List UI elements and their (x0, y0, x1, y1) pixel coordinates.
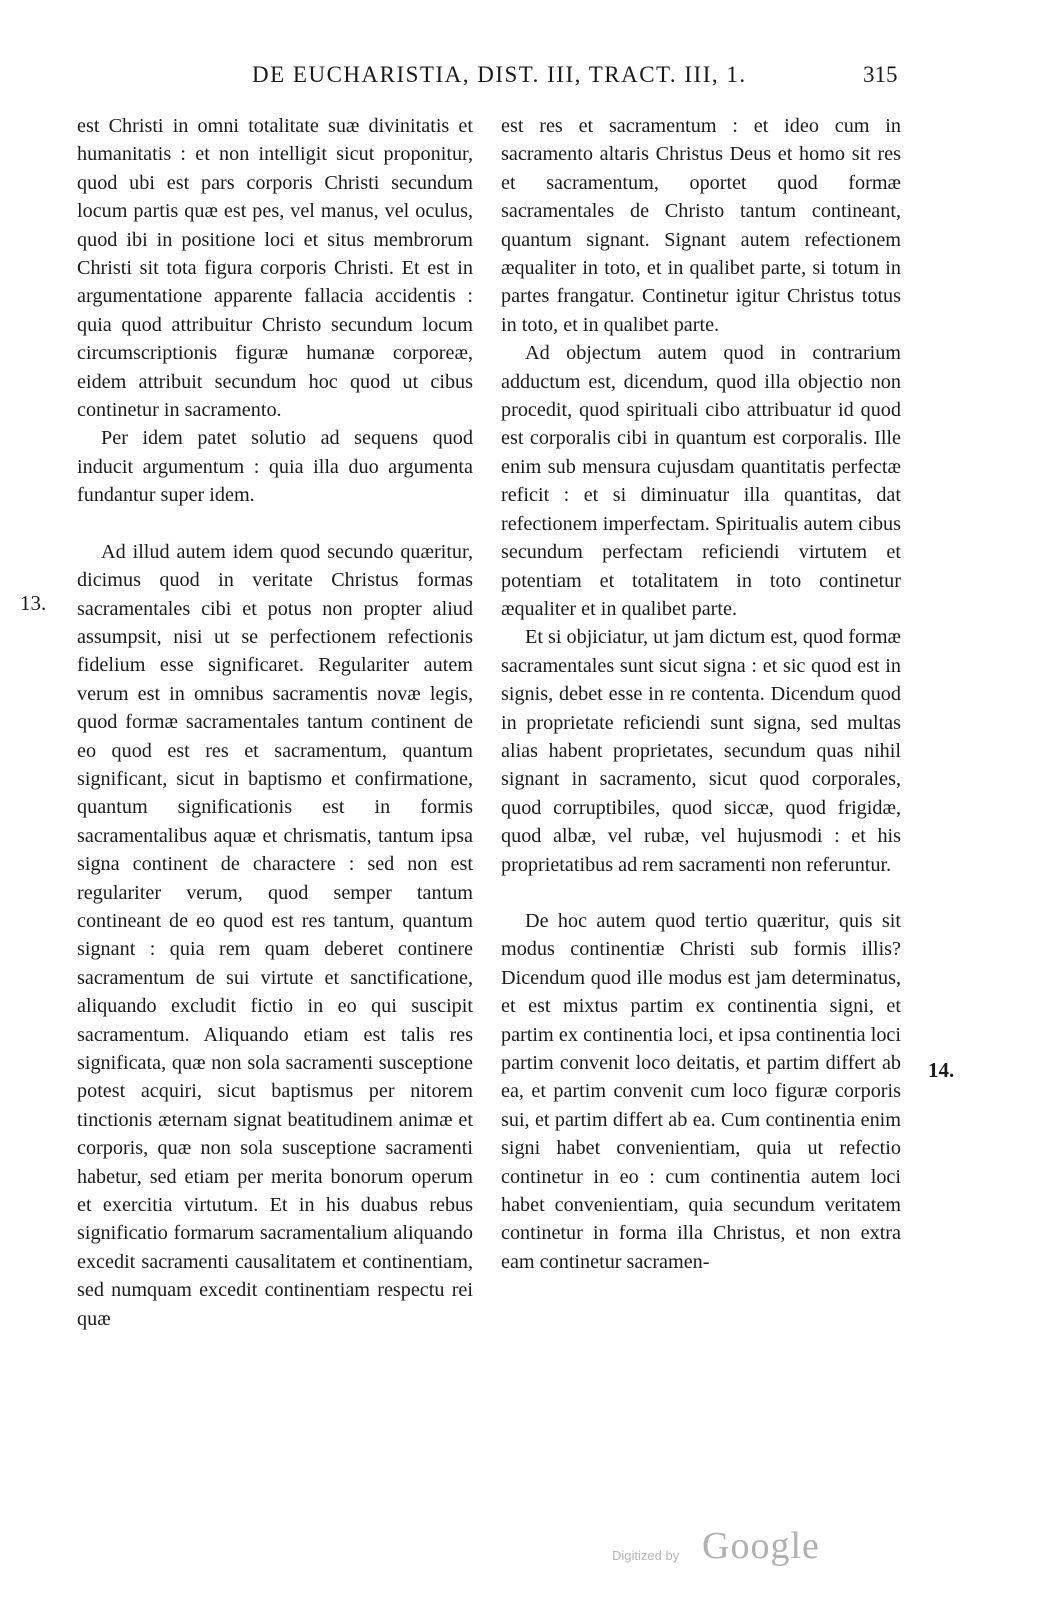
left-column (77, 112, 473, 1333)
right-paragraph-3: Et si objiciatur, ut jam dictum est, quod formæ sacramentales sunt sicut signa : et sic quod est in signis, debet esse in re contenta. Dicendum quod in proprietate reficiendi sunt signa, sed multas alias habent proprietates, secundum quas nihil signant in sacramento, sicut quod corporales, quod corruptibiles, quod siccæ, quod frigidæ, quod albæ, vel rubæ, vel hujusmodi : et his proprietatibus ad rem sacramenti non referuntur. (501, 626, 901, 876)
page-header (0, 62, 1043, 96)
running-title: DE EUCHARISTIA, DIST. III, TRACT. III, 1. (252, 62, 747, 87)
right-column (501, 112, 901, 1276)
digitization-watermark (612, 1524, 872, 1574)
right-paragraph-2: Ad objectum autem quod in contrarium adductum est, dicendum, quod illa objectio non procedit, quod spirituali cibo attribuatur id quod est corporalis cibi in quantum est corporalis. Ille enim sub mensura cujusdam quantitatis perfectæ reficit : et si diminuatur illa quantitas, dat refectionem imperfectam. Spiritualis autem cibus secundum perfectam reficiendi virtutem et potentiam et totalitatem in toto continetur æqualiter et in qualibet parte. (501, 342, 901, 620)
right-paragraph-4: De hoc autem quod tertio quæritur, quis sit modus continentiæ Christi sub formis illis? Dicendum quod ille modus est jam determinatus, et est mixtus partim ex continentia signi, et partim ex continentia loci, et ipsa continentia loci partim convenit loco deitatis, et partim differt ab ea, et partim convenit cum loco figuræ corporis sui, et partim differt ab ea. Cum continentia enim signi habet convenientiam, quia ut refectio continetur in eo : cum continentia autem loci habet convenientiam, quia secundum veritatem continetur in forma illa Christus, et non extra eam continetur sacramen- (501, 909, 901, 1273)
page-number: 315 (863, 62, 898, 87)
digitized-by-label: Digitized by (612, 1548, 680, 1563)
margin-number-13: 13. (20, 591, 47, 615)
left-paragraph-1: est Christi in omni totalitate suæ divinitatis et humanitatis : et non intelligit sicut proponitur, quod ubi est pars corporis Christi secundum locum partis quæ est pes, vel manus, vel oculus, quod ibi in positione loci et situs membrorum Christi sit tota figura corporis Christi. Et est in argumentatione apparente fallacia accidentis : quia quod attribuitur Christo secundum locum circumscriptionis figuræ humanæ corporeæ, eidem attribuit secundum hoc quod ut cibus continetur in sacramento. (77, 115, 473, 422)
left-paragraph-3: Ad illud autem idem quod secundo quæritur, dicimus quod in veritate Christus formas sacramentales cibi et potus non propter aliud assumpsit, nisi ut se perfectionem refectionis fidelium esse significaret. Regulariter autem verum est in omnibus sacramentis novæ legis, quod formæ sacramentales tantum continent de eo quod est res et sacramentum, quantum significant, sicut in baptismo et confirmatione, quantum significationis est in formis sacramentalibus aquæ et chrismatis, tantum ipsa signa continent de charactere : sed non est regulariter verum, quod semper tantum contineant de eo quod est res tantum, quantum signant : quia rem quam deberet continere sacramentum de sui virtute et sanctificatione, aliquando excludit fictio in eo qui suscipit sacramentum. Aliquando etiam est talis res significata, quæ non sola sacramenti susceptione potest acquiri, sicut baptismus per nitorem tinctionis æternam signat beatitudinem animæ et corporis, quæ non sola susceptione sacramenti habetur, sed etiam per merita bonorum operum et exercitia virtutum. Et in his duabus rebus significatio formarum sacramentalium aliquando excedit sacramenti causalitatem et continentiam, sed numquam excedit continentiam respectu rei quæ (77, 540, 473, 1330)
right-paragraph-1: est res et sacramentum : et ideo cum in sacramento altaris Christus Deus et homo sit res et sacramentum, oportet quod formæ sacramentales de Christo tantum contineant, quantum signant. Signant autem refectionem æqualiter in toto, et in qualibet parte, si totum in partes frangatur. Continetur igitur Christus totus in toto, et in qualibet parte. (501, 115, 901, 336)
google-logo: Google (702, 1525, 820, 1567)
left-paragraph-2: Per idem patet solutio ad sequens quod inducit argumentum : quia illa duo argumenta fundantur super idem. (77, 427, 473, 507)
margin-number-14: 14. (928, 1058, 955, 1082)
